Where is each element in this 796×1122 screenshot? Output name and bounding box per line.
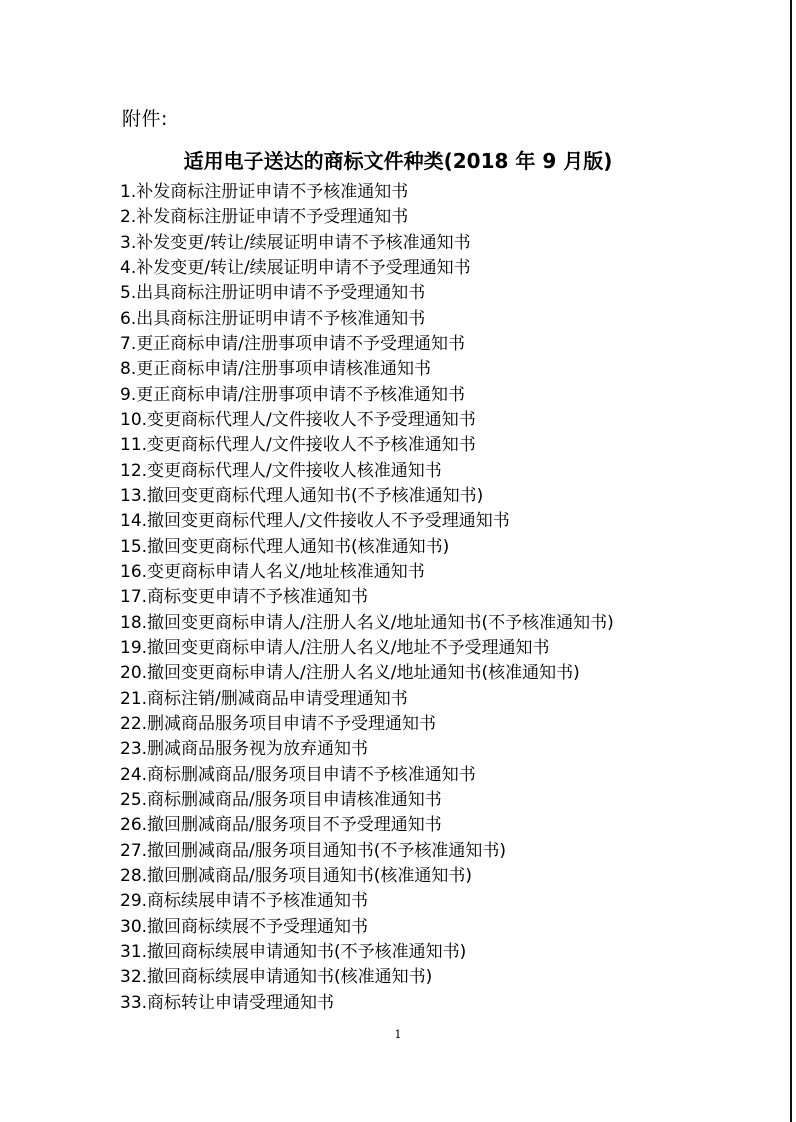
list-item: 7.更正商标申请/注册事项申请不予受理通知书 — [120, 333, 465, 354]
list-item: 24.商标删减商品/服务项目申请不予核准通知书 — [120, 764, 476, 785]
list-item: 2.补发商标注册证申请不予受理通知书 — [120, 207, 409, 228]
list-item: 30.撤回商标续展不予受理通知书 — [120, 916, 369, 937]
attachment-label: 附件: — [122, 108, 168, 130]
list-item: 12.变更商标代理人/文件接收人核准通知书 — [120, 460, 442, 481]
list-item: 20.撤回变更商标申请人/注册人名义/地址通知书(核准通知书) — [120, 663, 580, 684]
list-item: 31.撤回商标续展申请通知书(不予核准通知书) — [120, 941, 467, 962]
list-item: 33.商标转让申请受理通知书 — [120, 992, 335, 1013]
list-item: 18.撤回变更商标申请人/注册人名义/地址通知书(不予核准通知书) — [120, 612, 614, 633]
list-item: 5.出具商标注册证明申请不予受理通知书 — [120, 283, 426, 304]
list-item: 25.商标删减商品/服务项目申请核准通知书 — [120, 789, 442, 810]
list-item: 28.撤回删减商品/服务项目通知书(核准通知书) — [120, 865, 473, 886]
list-item: 6.出具商标注册证明申请不予核准通知书 — [120, 308, 426, 329]
list-item: 23.删减商品服务视为放弃通知书 — [120, 739, 369, 760]
list-item: 13.撤回变更商标代理人通知书(不予核准通知书) — [120, 485, 484, 506]
list-item: 29.商标续展申请不予核准通知书 — [120, 891, 369, 912]
document-type-list — [120, 180, 614, 1016]
list-item: 11.变更商标代理人/文件接收人不予核准通知书 — [120, 435, 476, 456]
list-item: 26.撤回删减商品/服务项目不予受理通知书 — [120, 815, 442, 836]
list-item: 22.删减商品服务项目申请不予受理通知书 — [120, 713, 437, 734]
list-item: 19.撤回变更商标申请人/注册人名义/地址不予受理通知书 — [120, 637, 550, 658]
page-number: 1 — [394, 1028, 402, 1041]
list-item: 16.变更商标申请人名义/地址核准通知书 — [120, 561, 425, 582]
list-item: 9.更正商标申请/注册事项申请不予核准通知书 — [120, 384, 465, 405]
list-item: 3.补发变更/转让/续展证明申请不予核准通知书 — [120, 232, 471, 253]
list-item: 27.撤回删减商品/服务项目通知书(不予核准通知书) — [120, 840, 507, 861]
list-item: 15.撤回变更商标代理人通知书(核准通知书) — [120, 536, 450, 557]
list-item: 4.补发变更/转让/续展证明申请不予受理通知书 — [120, 257, 471, 278]
list-item: 21.商标注销/删减商品申请受理通知书 — [120, 688, 408, 709]
document-title: 适用电子送达的商标文件种类(2018 年 9 月版) — [183, 149, 613, 173]
list-item: 17.商标变更申请不予核准通知书 — [120, 587, 369, 608]
list-item: 14.撤回变更商标代理人/文件接收人不予受理通知书 — [120, 511, 510, 532]
list-item: 32.撤回商标续展申请通知书(核准通知书) — [120, 967, 433, 988]
list-item: 10.变更商标代理人/文件接收人不予受理通知书 — [120, 409, 476, 430]
list-item: 1.补发商标注册证申请不予核准通知书 — [120, 182, 409, 202]
list-item: 8.更正商标申请/注册事项申请核准通知书 — [120, 359, 431, 380]
